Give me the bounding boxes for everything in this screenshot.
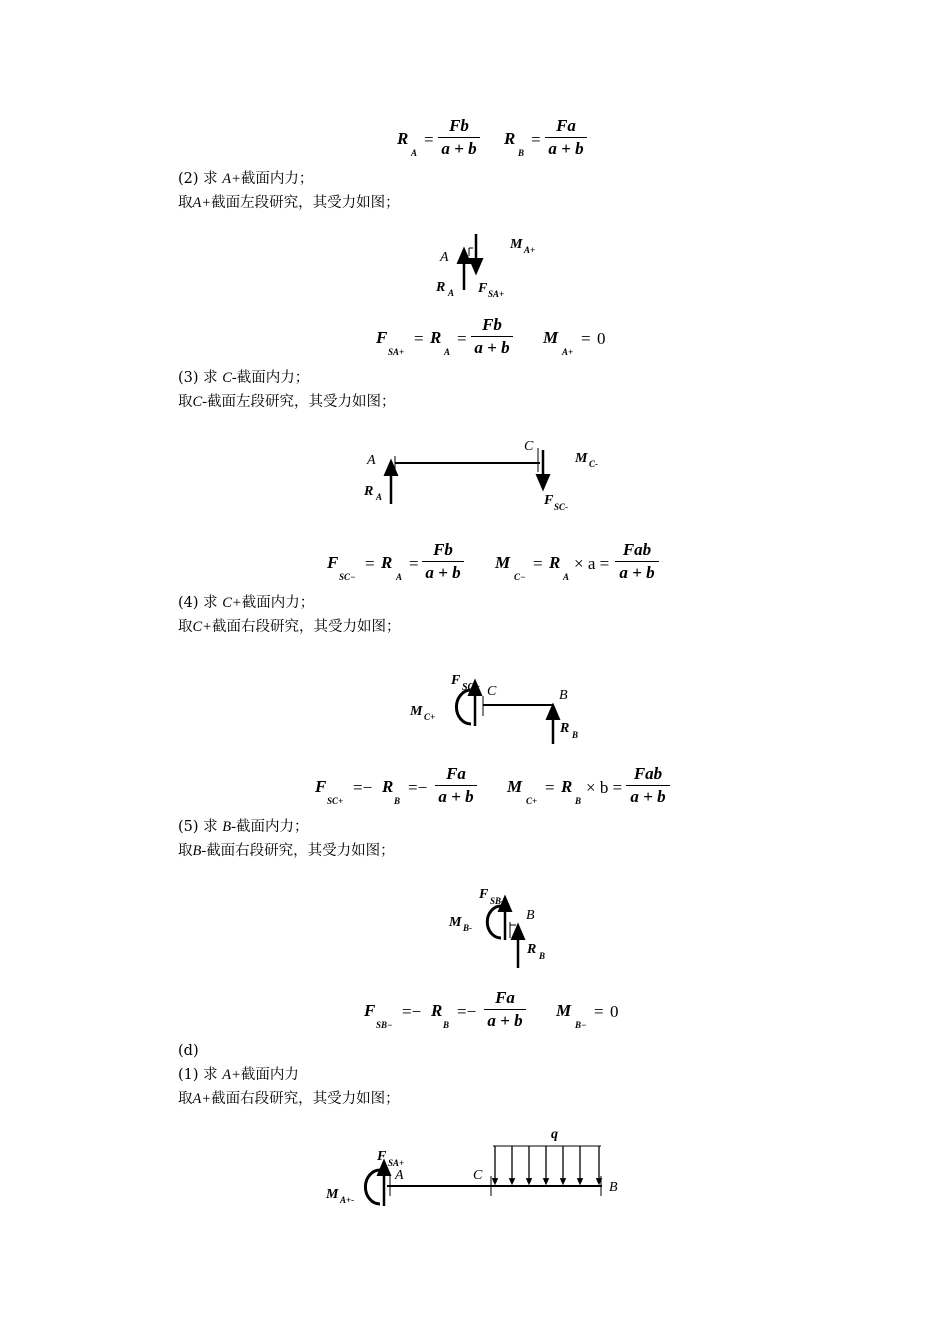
eq2-m-sub: A+ [562,347,574,357]
sec3-title [178,369,309,387]
fig4-label-f: F [479,887,489,902]
eq4-m: M [507,777,523,796]
eq1-rb-symbol: R [504,129,516,148]
fig1-label-f: F [478,281,488,296]
eq5-r-sub: B [443,1020,450,1030]
sec3-step: (3) 求 [178,370,218,386]
eq3-r: R [381,553,393,572]
eq3-r2: R [549,553,561,572]
eq3-num2: Fab [622,540,652,559]
eq1-equals-2: = [531,130,541,149]
fig5-moment-arc [365,1170,380,1204]
fig4-label-r: R [527,942,537,957]
eq3-times: × a = [574,554,610,573]
sec3-desc-tail: 截面左段研究，其受力如图； [207,394,396,410]
eq4-r2: R [561,777,573,796]
fig2-label-r: R [364,484,374,499]
sec5-desc [178,842,395,860]
eq1-ra-fraction [438,116,480,159]
fig5-label-q: q [551,1127,558,1142]
eq4-den2: a + b [630,787,666,806]
sec2-section: A+ [222,171,241,187]
eq1-rb-sub: B [518,148,525,158]
fig4-label-m: M [449,915,462,930]
eq5-num: Fa [495,988,515,1007]
fig2-label-f-sub: SC- [554,502,569,512]
sec4-desc-head: 取 [178,619,193,635]
eq5-f: F [364,1001,376,1020]
eq4-times: × b = [586,778,623,797]
sec5-title-tail: 截面内力； [235,819,309,835]
fig1-label-m: M [510,237,523,252]
fig4-label-f-sub: SB- [490,896,505,906]
eq3-r2-sub: A [563,572,570,582]
partd-step: (1) 求 [178,1067,218,1083]
eq4-eq3: = [545,778,555,797]
eq5-eq1: =− [402,1002,422,1021]
partd-desc-tail: 截面右段研究，其受力如图； [211,1091,400,1107]
eq4-m-sub: C+ [526,796,538,806]
eq5-f-sub: SB− [376,1020,393,1030]
fig1-free-body-diagram [420,228,560,306]
eq5-m-val: 0 [610,1002,619,1021]
sec5-title [178,818,308,836]
eq4-r2-sub: B [575,796,582,806]
eq2-r-sub: A [444,347,451,357]
fig3-label-m: M [410,704,423,719]
sec4-section: C+ [222,595,242,611]
eq2-eq2: = [457,329,467,348]
fig4-free-body-diagram [445,882,565,972]
fig5-label-f-sub: SA+ [388,1158,405,1168]
fig3-label-r-sub: B [572,730,579,740]
eq5-eq2: =− [457,1002,477,1021]
sec2-desc-tail: 截面左段研究，其受力如图； [211,195,400,211]
eq2-f: F [376,328,388,347]
eq5-m: M [556,1001,572,1020]
eq2-eq3: = [581,329,591,348]
fig5-label-m-sub: A+- [340,1195,355,1205]
eq3-fraction-2 [615,540,659,583]
eq5-fraction [484,988,526,1031]
fig3-label-c: C [487,684,497,699]
sec4-step: (4) 求 [178,595,218,611]
eq4-r: R [382,777,394,796]
eq1-ra-symbol: R [397,129,409,148]
sec2-step: (2) 求 [178,171,218,187]
eq4-eq2: =− [408,778,428,797]
fig1-label-a: A [440,250,449,265]
fig4-moment-arc [487,906,501,938]
sec2-desc-section: A+ [192,195,212,211]
partd-section: A+ [222,1067,241,1083]
eq5-eq3: = [594,1002,604,1021]
partd-desc [178,1090,400,1108]
eq3-m-sub: C− [514,572,526,582]
partd-title [178,1066,299,1084]
fig1-label-r-sub: A [448,288,455,298]
fig5-free-body-diagram [320,1122,630,1214]
eq4-f: F [315,777,327,796]
eq2-f-sub: SA+ [388,347,405,357]
eq3-f: F [327,553,339,572]
sec3-desc-section: C- [192,394,207,410]
eq1-equals: = [424,130,434,149]
eq3-den2: a + b [619,563,655,582]
fig5-label-a: A [395,1168,404,1183]
eq1-rb-den: a + b [548,139,584,158]
eq3-eq3: = [533,554,543,573]
fig2-free-body-diagram [355,432,615,518]
eq2-fraction [471,315,513,358]
fig1-label-f-sub: SA+ [488,289,505,299]
fig4-label-b: B [526,908,535,923]
fig5-distributed-load [495,1146,599,1182]
eq4-fraction-1 [435,764,477,807]
fig1-label-r: R [436,280,446,295]
eq2-eq1: = [414,329,424,348]
eq1-ra-num: Fb [449,116,469,135]
eq2-r: R [430,328,442,347]
eq3-r-sub: A [396,572,403,582]
sec2-title-tail: 截面内力； [240,171,314,187]
sec2-desc-head: 取 [178,195,193,211]
eq3-f-sub: SC− [339,572,356,582]
fig1-label-m-sub: A+ [524,245,536,255]
eq3-fraction-1 [422,540,464,583]
fig3-label-b: B [559,688,568,703]
sec5-desc-section: B- [192,843,207,859]
fig2-label-m-sub: C- [589,459,598,469]
fig3-label-f: F [451,673,461,688]
eq4-eq1: =− [353,778,373,797]
fig2-label-c: C [524,439,534,454]
eq2-m-val: 0 [597,329,606,348]
sec4-title-tail: 截面内力； [241,595,315,611]
fig5-label-f: F [377,1149,387,1164]
eq3-num1: Fb [433,540,453,559]
sec4-desc-tail: 截面右段研究，其受力如图； [211,619,401,635]
fig4-label-r-sub: B [539,951,546,961]
eq3-den1: a + b [425,563,461,582]
fig3-moment-arc [456,690,471,724]
eq2-num: Fb [482,315,502,334]
eq1-ra-den: a + b [441,139,477,158]
fig2-label-m: M [575,451,588,466]
fig2-label-a: A [367,453,376,468]
fig3-label-f-sub: SC+ [462,682,480,693]
eq3-eq1: = [365,554,375,573]
fig3-free-body-diagram [405,668,595,750]
eq5-den: a + b [487,1011,523,1030]
eq1-rb-fraction [545,116,587,159]
partd-title-tail: 截面内力 [240,1067,299,1083]
partd-desc-section: A+ [192,1091,212,1107]
sec3-title-tail: 截面内力； [236,370,310,386]
partd-label: (d) [178,1043,199,1059]
eq4-r-sub: B [394,796,401,806]
sec5-step: (5) 求 [178,819,218,835]
fig4-label-m-sub: B- [463,923,472,933]
sec3-desc-head: 取 [178,394,193,410]
fig5-label-c: C [473,1168,483,1183]
fig2-label-f: F [544,493,554,508]
sec3-desc [178,393,396,411]
eq2-den: a + b [474,338,510,357]
sec3-section: C- [222,370,237,386]
fig5-label-m: M [326,1187,339,1202]
eq4-f-sub: SC+ [327,796,344,806]
fig5-label-b: B [609,1180,618,1195]
sec4-desc [178,618,400,636]
eq4-num2: Fab [633,764,663,783]
sec4-title [178,594,314,612]
sec4-desc-section: C+ [192,619,212,635]
sec2-title [178,170,313,188]
eq4-den1: a + b [438,787,474,806]
eq3-m: M [495,553,511,572]
eq1-ra-sub: A [411,148,418,158]
eq1-rb-num: Fa [556,116,576,135]
sec5-section: B- [222,819,236,835]
eq2-m: M [543,328,559,347]
sec5-desc-tail: 截面右段研究，其受力如图； [206,843,395,859]
fig3-label-r: R [560,721,570,736]
partd-desc-head: 取 [178,1091,193,1107]
eq4-num1: Fa [446,764,466,783]
fig3-label-m-sub: C+ [424,712,436,722]
fig2-label-r-sub: A [376,492,383,502]
sec2-desc [178,194,400,212]
eq5-m-sub: B− [575,1020,587,1030]
eq5-r: R [431,1001,443,1020]
eq3-eq2: = [409,554,419,573]
eq4-fraction-2 [626,764,670,807]
sec5-desc-head: 取 [178,843,193,859]
